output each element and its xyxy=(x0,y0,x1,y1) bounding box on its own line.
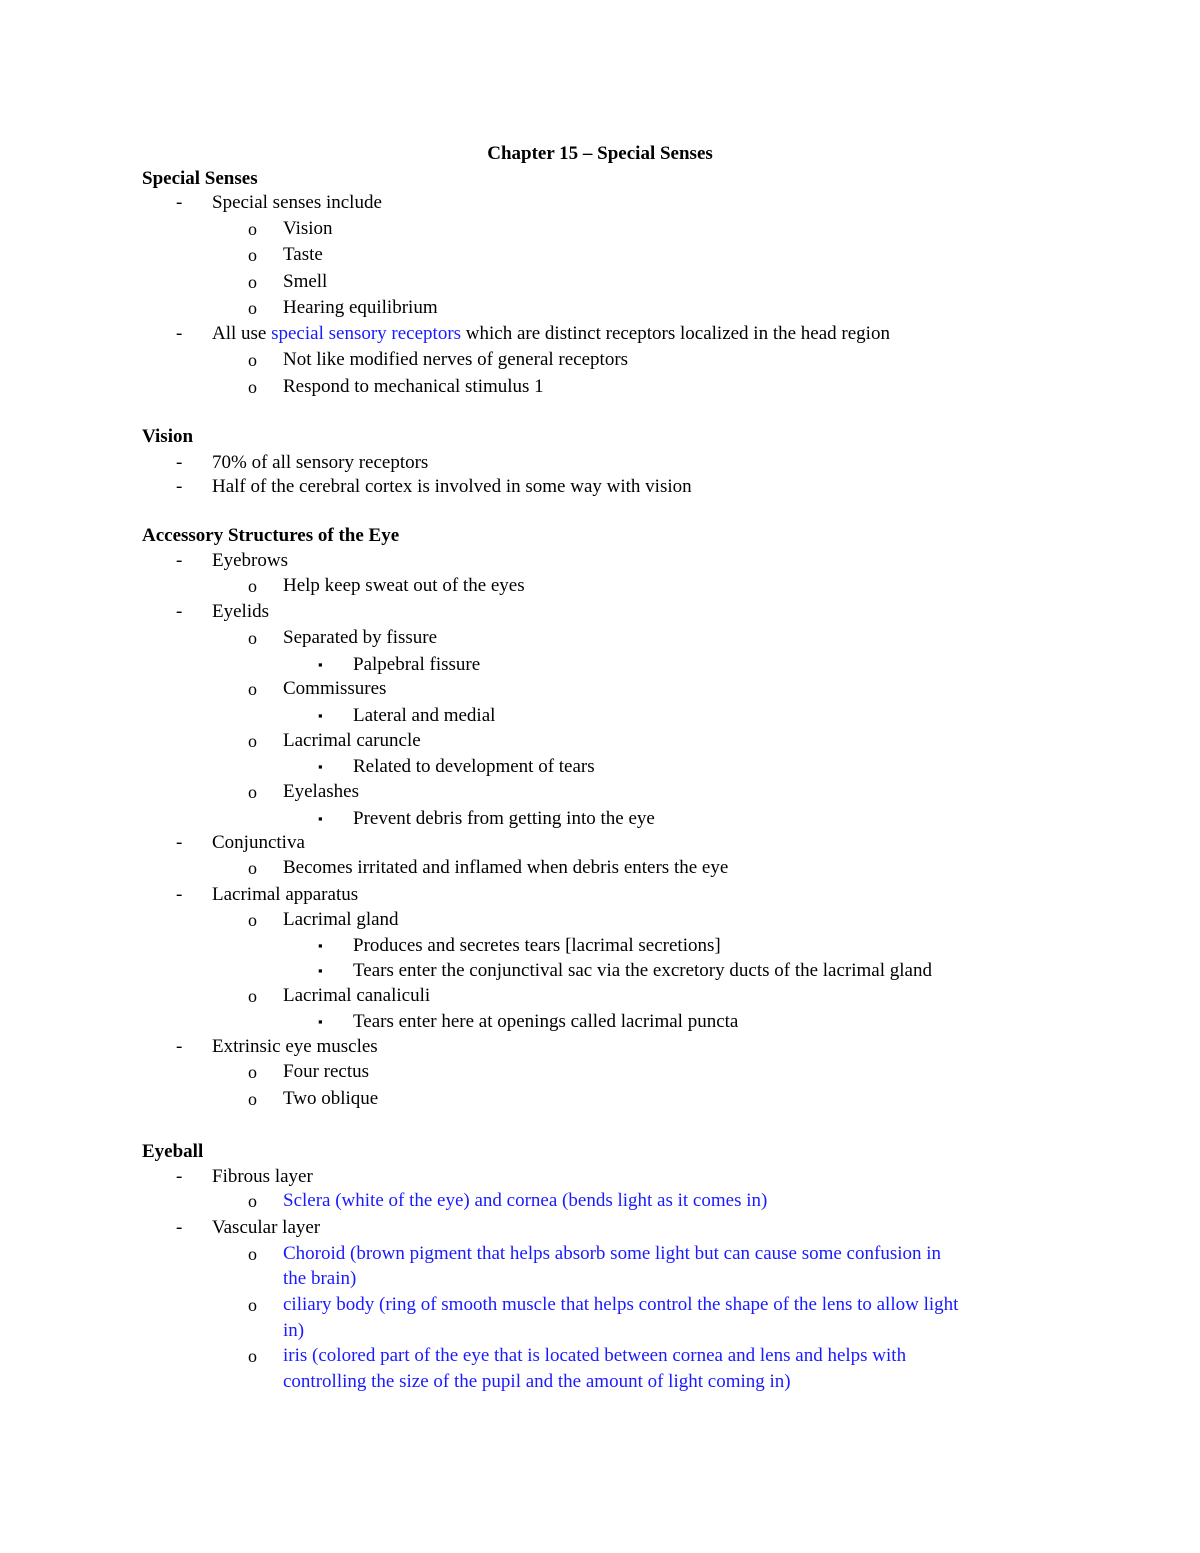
list-item: Smell xyxy=(283,271,328,292)
list-item: Becomes irritated and inflamed when debris enters the eye xyxy=(283,857,729,878)
list-item: 70% of all sensory receptors xyxy=(212,452,429,473)
list-item: Fibrous layer xyxy=(212,1166,313,1187)
dash-bullet: - xyxy=(176,192,183,213)
circle-bullet: o xyxy=(248,245,257,265)
section-heading-accessory: Accessory Structures of the Eye xyxy=(142,525,400,546)
list-item: iris (colored part of the eye that is located between cornea and lens and helps with xyxy=(283,1345,907,1366)
circle-bullet: o xyxy=(248,1089,257,1109)
list-item: Separated by fissure xyxy=(283,627,438,648)
list-item-continuation: the brain) xyxy=(283,1268,357,1289)
list-item: Tears enter the conjunctival sac via the excretory ducts of the lacrimal gland xyxy=(353,960,932,981)
section-heading-vision: Vision xyxy=(142,426,194,447)
square-bullet: ▪ xyxy=(318,1014,323,1029)
list-item: Taste xyxy=(283,244,323,265)
list-item: Lacrimal gland xyxy=(283,909,399,930)
square-bullet: ▪ xyxy=(318,657,323,672)
list-item: Hearing equilibrium xyxy=(283,297,438,318)
square-bullet: ▪ xyxy=(318,708,323,723)
circle-bullet: o xyxy=(248,910,257,930)
circle-bullet: o xyxy=(248,576,257,596)
list-item: Eyelashes xyxy=(283,781,359,802)
dash-bullet: - xyxy=(176,550,183,571)
list-item: Four rectus xyxy=(283,1061,370,1082)
circle-bullet: o xyxy=(248,1244,257,1264)
list-item: Half of the cerebral cortex is involved in some way with vision xyxy=(212,476,692,497)
list-item-continuation: controlling the size of the pupil and the amount of light coming in) xyxy=(283,1371,791,1392)
dash-bullet: - xyxy=(176,476,183,497)
circle-bullet: o xyxy=(248,1346,257,1366)
circle-bullet: o xyxy=(248,1191,257,1211)
list-item: Extrinsic eye muscles xyxy=(212,1036,378,1057)
circle-bullet: o xyxy=(248,782,257,802)
list-item-continuation: in) xyxy=(283,1320,305,1341)
list-item: Lacrimal caruncle xyxy=(283,730,421,751)
dash-bullet: - xyxy=(176,884,183,905)
list-item: Palpebral fissure xyxy=(353,654,481,675)
circle-bullet: o xyxy=(248,628,257,648)
highlight-text: special sensory receptors xyxy=(271,323,462,344)
list-item-text: All use xyxy=(212,323,272,344)
list-item: Prevent debris from getting into the eye xyxy=(353,808,655,829)
list-item: Sclera (white of the eye) and cornea (bends light as it comes in) xyxy=(283,1190,768,1211)
circle-bullet: o xyxy=(248,1062,257,1082)
list-item: Vascular layer xyxy=(212,1217,321,1238)
dash-bullet: - xyxy=(176,601,183,622)
list-item-receptors xyxy=(212,322,890,346)
section-heading-special-senses: Special Senses xyxy=(142,168,258,189)
list-item: Commissures xyxy=(283,678,387,699)
dash-bullet: - xyxy=(176,1166,183,1187)
list-item: Help keep sweat out of the eyes xyxy=(283,575,525,596)
list-item: Lacrimal apparatus xyxy=(212,884,359,905)
dash-bullet: - xyxy=(176,323,183,344)
circle-bullet: o xyxy=(248,1295,257,1315)
page-title: Chapter 15 – Special Senses xyxy=(487,143,713,164)
list-item: Eyebrows xyxy=(212,550,288,571)
list-item: ciliary body (ring of smooth muscle that helps control the shape of the lens to allow light xyxy=(283,1294,959,1315)
list-item: Lateral and medial xyxy=(353,705,496,726)
circle-bullet: o xyxy=(248,298,257,318)
list-item: Two oblique xyxy=(283,1088,379,1109)
list-item: Not like modified nerves of general receptors xyxy=(283,349,629,370)
list-item-text: which are distinct receptors localized in the head region xyxy=(461,323,890,344)
dash-bullet: - xyxy=(176,1217,183,1238)
circle-bullet: o xyxy=(248,377,257,397)
list-item: Vision xyxy=(283,218,333,239)
square-bullet: ▪ xyxy=(318,759,323,774)
section-heading-eyeball: Eyeball xyxy=(142,1141,204,1162)
circle-bullet: o xyxy=(248,350,257,370)
circle-bullet: o xyxy=(248,272,257,292)
square-bullet: ▪ xyxy=(318,938,323,953)
square-bullet: ▪ xyxy=(318,811,323,826)
list-item: Tears enter here at openings called lacrimal puncta xyxy=(353,1011,739,1032)
list-item: Choroid (brown pigment that helps absorb some light but can cause some confusion in xyxy=(283,1243,942,1264)
list-item: Related to development of tears xyxy=(353,756,595,777)
list-item: Conjunctiva xyxy=(212,832,305,853)
circle-bullet: o xyxy=(248,679,257,699)
square-bullet: ▪ xyxy=(318,963,323,978)
dash-bullet: - xyxy=(176,452,183,473)
circle-bullet: o xyxy=(248,858,257,878)
list-item: Respond to mechanical stimulus 1 xyxy=(283,376,544,397)
list-item: Produces and secretes tears [lacrimal secretions] xyxy=(353,935,721,956)
circle-bullet: o xyxy=(248,731,257,751)
dash-bullet: - xyxy=(176,1036,183,1057)
circle-bullet: o xyxy=(248,219,257,239)
list-item: Special senses include xyxy=(212,192,382,213)
circle-bullet: o xyxy=(248,986,257,1006)
list-item: Eyelids xyxy=(212,601,269,622)
dash-bullet: - xyxy=(176,832,183,853)
list-item: Lacrimal canaliculi xyxy=(283,985,431,1006)
